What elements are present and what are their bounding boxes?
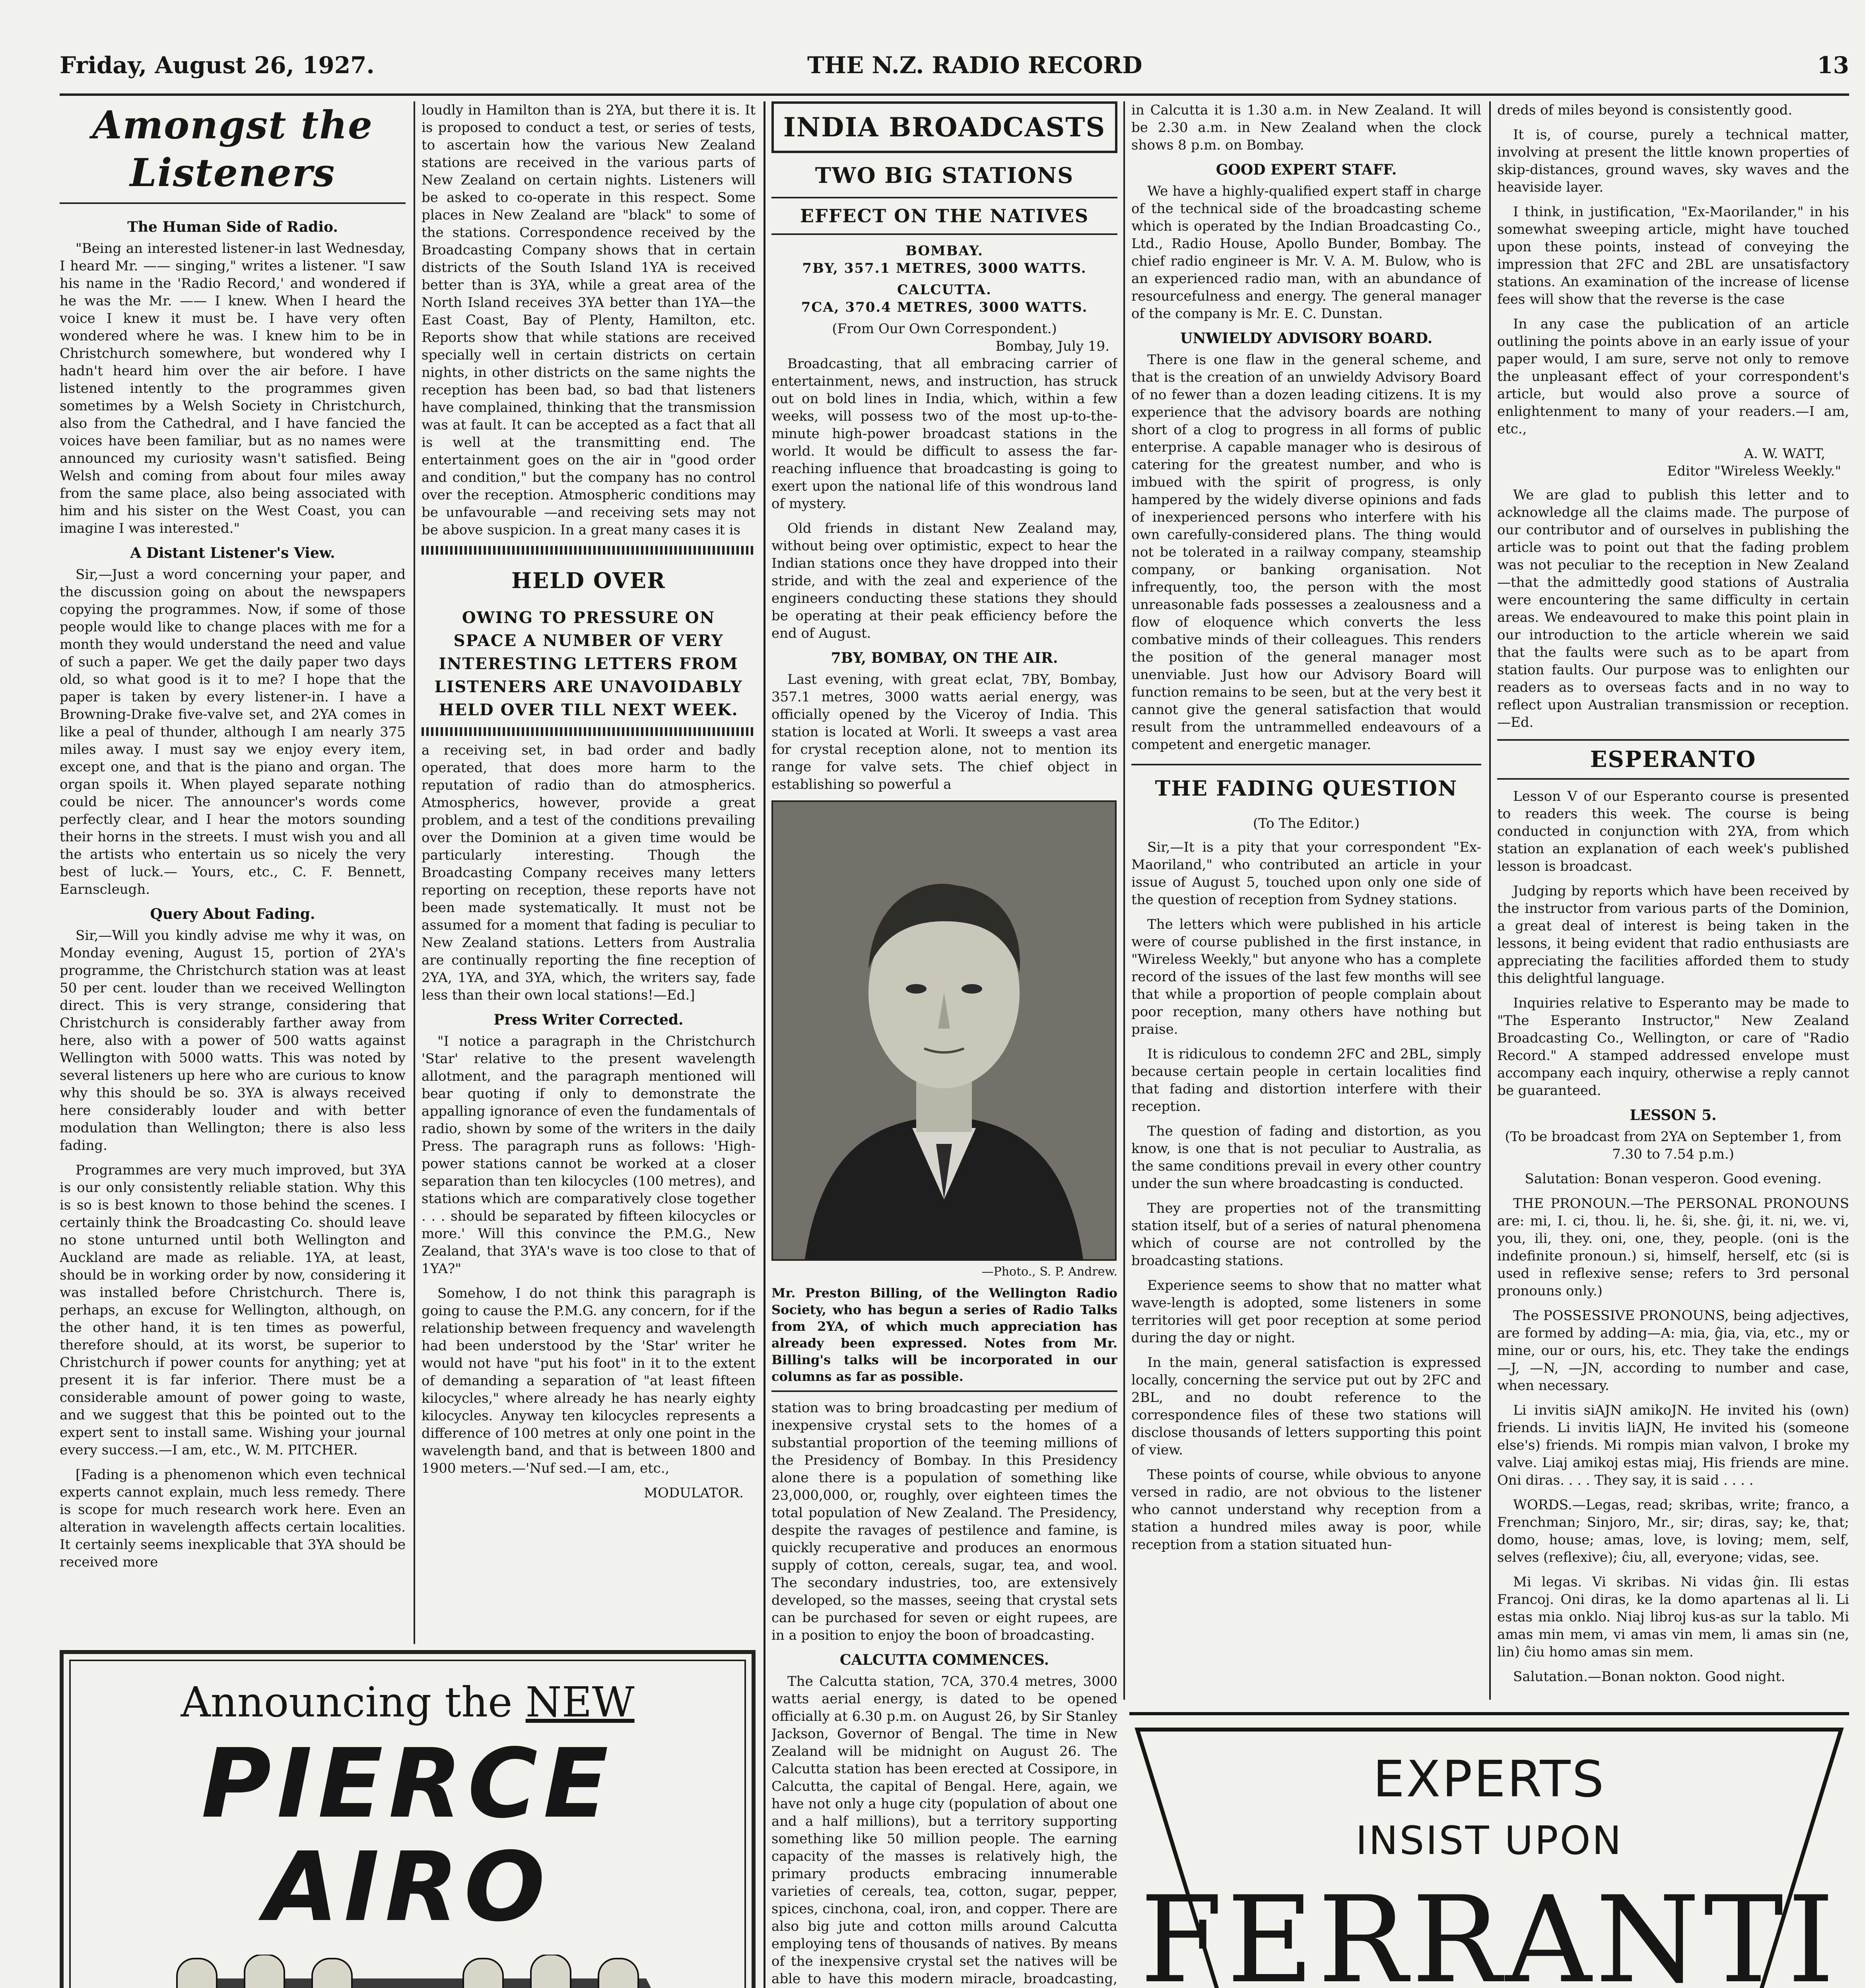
radio-receiver-illustration — [129, 1955, 686, 1988]
letter-body: In the main, general satisfaction is expressed locally, concerning the service put out by 2FC and 2BL, and no doubt reference to the correspondence files of these two stations will disclose thousands of letters supporting this point of view. — [1131, 1355, 1481, 1458]
lesson-text: Mi legas. Vi skribas. Ni vidas ĝin. Ili estas Francoj. Oni diras, ke la domo apartenas al li. Li estas mia onklo. Niaj libroj kus-as sur la tablo. Mi amas min mem, vi amas vin mem, li amas sin (ne, lin) ĉiu homo amas sin mem. — [1497, 1574, 1849, 1660]
held-over-title: HELD OVER — [511, 568, 666, 593]
brand-pierce: PIERCE — [201, 1728, 614, 1839]
ferranti-advertisement — [1129, 1702, 1849, 1988]
masthead-rule — [60, 93, 1849, 96]
section-subhead: 7BY, BOMBAY, ON THE AIR. — [831, 650, 1058, 666]
column-5 — [1497, 101, 1849, 1700]
letter-body: Sir,—Just a word concerning your paper, and the discussion going on about the newspapers copying the programmes. Now, if some of those people would like to change places with me for a month they would understand the need and value of such a paper. We get the daily paper two days old, so what good is it to me? I hope that the paper is taken by every listener-in. I have a Browning-Drake five-valve set, and 2YA comes in like a peal of thunder, although I am nearly 375 miles away. I must say we enjoy every item, except one, and that is the piano and organ. The organ spoils it. When played separate nothing could be nicer. The announcer's words come perfectly clear, and I hear the motors sounding their horns in the streets. I must wish you and all the artists who entertain us so nicely the very best of luck.— Yours, etc., C. F. Bennett, Earnscleugh. — [60, 567, 406, 897]
letter-title: Press Writer Corrected. — [493, 1011, 684, 1028]
column-1 — [60, 101, 406, 1644]
article-paragraph: Inquiries relative to Esperanto may be made to "The Esperanto Instructor," New Zealand Broadcasting Co., Wellington, or care of "Radio Record." A stamped addressed envelope must accompany each inquiry, otherwise a reply cannot be guaranteed. — [1497, 995, 1849, 1099]
letter-title: Query About Fading. — [150, 906, 315, 922]
station-name: BOMBAY. — [905, 243, 983, 259]
article-paragraph: Judging by reports which have been received by the instructor from various parts of the Dominion, a great deal of interest is being taken in the lessons, it being evident that radio enthusiasts are appreciating the facilities afforded them to study this delightful language. — [1497, 883, 1849, 986]
deck-box — [771, 197, 1117, 235]
announce-text: Announcing the — [181, 1678, 513, 1726]
article-paragraph: Lesson V of our Esperanto course is presented to readers this week. The course is being conducted in conjunction with 2YA, from which station an explanation of each week's published lesson is broadcast. — [1497, 788, 1849, 874]
column-divider — [1489, 101, 1491, 1700]
letter-body: It is ridiculous to condemn 2FC and 2BL, simply because certain people in certain localities find that fading and distortion interfere with their reception. — [1131, 1046, 1481, 1114]
letter-body: "I notice a paragraph in the Christchurch 'Star' relative to the present wavelength allotment, and the paragraph mentioned will bear quoting if only to demonstrate the appalling ignorance of even the fundamentals of radio, shown by some of the writers in the daily Press. The paragraph runs as follows: 'High-power stations cannot be worked at a closer separation than ten kilocycles (100 metres), and stations which are comparatively close together . . . should be separated by fifteen kilocycles or more.' Will this convince the P.M.G., New Zealand, that 3YA's wave is too close to that of 1YA?" — [422, 1033, 756, 1277]
masthead — [60, 52, 1849, 95]
correspondent-line: (From Our Own Correspondent.) — [832, 321, 1057, 337]
column-divider — [414, 101, 415, 1644]
lesson-title: LESSON 5. — [1630, 1107, 1717, 1124]
letter-continuation: dreds of miles beyond is consistently good. — [1497, 102, 1793, 118]
lesson-note: (To be broadcast from 2YA on September 1, from 7.30 to 7.54 p.m.) — [1505, 1129, 1842, 1162]
section-subhead: UNWIELDY ADVISORY BOARD. — [1180, 330, 1433, 347]
article-paragraph: There is one flaw in the general scheme, and that is the creation of an unwieldy Advisory Board of no fewer than a dozen leading citizens. It is my experience that the advisory boards are nothing short of a clog to progress in all forms of public enterprise. A capable manager who is desirous of catering for the greatest number, and who is imbued with the spirit of progress, is only hampered by the widely diverse opinions and fads of inexperienced persons who interfere with his own carefully-considered plans. The thing would not be tolerated in a railway company, steamship company, or banking organisation. Not infrequently, too, the person with the most unreasonable fads possesses a zealousness and a flow of eloquence which converts the less combative minds of their colleagues. This renders the position of the general manager most unenviable. Just how our Advisory Board will function remains to be seen, but at the very best it cannot give the general satisfaction that would result from the untrammelled endeavours of a competent and energetic manager. — [1131, 352, 1481, 753]
lesson-text: THE PRONOUN.—The PERSONAL PRONOUNS are: mi, I. ci, thou. li, he. ŝi, she. ĝi, it. ni, we. vi, you, ili, they. oni, one, they, people. (oni is the indefinite pronoun.) si, himself, herself, etc (si is used in reflexive sense; refers to 3rd personal pronouns only.) — [1497, 1196, 1849, 1299]
article-continuation: loudly in Hamilton than is 2YA, but there it is. It is proposed to conduct a test, or series of tests, to ascertain how the various New Zealand stations are received in the various parts of New Zealand on certain nights. Listeners will be asked to co-operate in this respect. Some places in New Zealand are "black" to some of the stations. Correspondence received by the Broadcasting Company shows that in certain districts of the South Island 1YA is received better than is 3YA, while a great area of the North Island receives 3YA better than 1YA—the East Coast, Bay of Plenty, Hamilton, etc. Reports show that while stations are received specially well in certain districts on certain nights, in other districts on the same nights the reception has been bad, so bad that listeners have complained, thinking that the transmission was at fault. It can be accepted as a fact that all is well at the transmitting end. The entertainment goes on the air in "good order and condition," but the company has no control over the reception. Atmospheric conditions may be unfavourable —and receiving sets may not be above suspicion. In a great many cases it is — [422, 102, 756, 538]
ferranti-brand: FERRANTI — [1140, 1871, 1839, 1988]
fading-title: THE FADING QUESTION — [1155, 777, 1458, 801]
letter-body: Experience seems to show that no matter what wave-length is adopted, some listeners in some territories will get poor reception at some period during the day or night. — [1131, 1277, 1481, 1346]
lesson-text: WORDS.—Legas, read; skribas, write; franco, a Frenchman; Sinjoro, Mr., sir; diras, say; ke, that; domo, house; amas, love, is loving; mem, self, selves (reflexive); ĉiu, all, everyone; vidas, see. — [1497, 1497, 1849, 1565]
letter-title: A Distant Listener's View. — [130, 545, 335, 561]
article-paragraph: Broadcasting, that all embracing carrier of entertainment, news, and instruction, has struck out on bold lines in India, which, within a few weeks, will possess two of the most up-to-the-minute high-power broadcast stations in the world. It would be difficult to assess the far-reaching influence that broadcasting is going to exert upon the national life of this wondrous land of mystery. — [771, 356, 1117, 512]
column-3 — [771, 101, 1117, 1988]
decorative-rule — [422, 727, 756, 736]
letter-body: Somehow, I do not think this paragraph is going to cause the P.M.G. any concern, for if the relationship between frequency and wavelength had been understood by the 'Star' writer he would not have "put his foot" in it to the extent of demanding a separation of "at least fifteen kilocycles," where already he has nearly eighty kilocycles. Anyway ten kilocycles represents a difference of 100 metres at only one point in the wavelength band, and that is between 1800 and 1900 meters.—'Nuf sed.—I am, etc., — [422, 1285, 756, 1476]
brand-airo: AIRO — [264, 1831, 551, 1943]
india-headline-box — [771, 101, 1117, 153]
column-2 — [422, 101, 756, 1644]
letter-signoff: MODULATOR. — [644, 1485, 744, 1501]
subheadline: TWO BIG STATIONS — [815, 163, 1074, 188]
letter-body: "Being an interested listener-in last Wednesday, I heard Mr. —— singing," writes a listener. "I saw his name in the 'Radio Record,' and wondered if he was the Mr. —— I knew. When I heard the voice I knew it must be. I have very often wondered where he was. I knew him to be in Christchurch somewhere, but wondered why I hadn't heard him over the air before. I have listened intently to the programmes given sometimes by a Welsh Society in Christchurch, also from the Cathedral, and I have fancied the voices have been familiar, but as no names were announced my curiosity wasn't satisfied. Being Welsh and coming from about four miles away from the same place, also being associated with him and his sister on the West Coast, you can imagine I was interested." — [60, 241, 406, 536]
photo-credit: —Photo., S. P. Andrew. — [981, 1265, 1117, 1279]
letter-body: It is, of course, purely a technical matter, involving at present the little known properties of skip-distances, ground waves, sky waves and the heaviside layer. — [1497, 127, 1849, 195]
lesson-salutation: Salutation: Bonan vesperon. Good evening. — [1525, 1171, 1822, 1187]
announce-new: NEW — [525, 1678, 635, 1726]
photo-caption: Mr. Preston Billing, of the Wellington Radio Society, who has begun a series of Radio Talks from 2YA, of which much appreciation has already been expressed. Notes from Mr. Billing's talks will be incorporated in our columns as far as possible. — [771, 1285, 1117, 1392]
page-number: 13 — [1817, 52, 1849, 79]
portrait-illustration — [773, 802, 1115, 1259]
signature-name: A. W. WATT, — [1744, 446, 1825, 462]
lesson-salutation: Salutation.—Bonan nokton. Good night. — [1513, 1669, 1785, 1685]
letter-body: Sir,—Will you kindly advise me why it was, on Monday evening, August 15, portion of 2YA's programme, the Christchurch station was at least 50 per cent. louder than we received Wellington direct. This is very strange, considering that Christchurch is considerably farther away from here, also with a power of 500 watts against Wellington with 5000 watts. This was noted by several listeners up here who are curious to know why this should be so. 3YA is always received here considerably louder and with better modulation than Wellington; there is also less fading. — [60, 928, 406, 1153]
article-paragraph: The Calcutta station, 7CA, 370.4 metres, 3000 watts aerial energy, is dated to be opened officially at 6.30 p.m. on August 26, by Sir Stanley Jackson, Governor of Bengal. The time in New Zealand will be midnight on August 26. The Calcutta station has been erected at Cossipore, in Calcutta, the capital of Bengal. Here, again, we have not only a huge city (population of about one and a half millions), but a territory supporting something like 50 million people. The earning capacity of the masses is relatively high, the primary products embracing innumerable varieties of cereals, tea, cotton, sugar, pepper, spices, cinchona, coal, iron, and copper. There are also big jute and cotton mills around Calcutta employing tens of thousands of natives. By means of the inexpensive crystal set the natives will be able to have this modern miracle, broadcasting, — [771, 1673, 1117, 1987]
column-divider — [763, 101, 765, 1988]
column-4 — [1131, 101, 1481, 1700]
esperanto-title: ESPERANTO — [1590, 746, 1756, 773]
letter-body: These points of course, while obvious to anyone versed in radio, are not obvious to the listener who cannot understand why reception from a station a hundred miles away is poor, while reception from a station situated hun- — [1131, 1467, 1481, 1553]
letter-body: The question of fading and distortion, as you know, is one that is not peculiar to Australia, as the same conditions prevail in every other country under the sun where broadcasting is conducted. — [1131, 1123, 1481, 1192]
article-continuation: in Calcutta it is 1.30 a.m. in New Zealand. It will be 2.30 a.m. in New Zealand when the clock shows 8 p.m. on Bombay. — [1131, 102, 1481, 153]
station-name: CALCUTTA. — [897, 282, 992, 298]
lesson-text: The POSSESSIVE PRONOUNS, being adjectives, are formed by adding—A: mia, ĝia, via, etc., my or mine, our or ours, his, etc. They take the endings —J, —N, —JN, according to number and case, when necessary. — [1497, 1308, 1849, 1394]
letter-body: They are properties not of the transmitting station itself, but of a series of natural phenomena which of course are not controlled by the broadcasting stations. — [1131, 1200, 1481, 1269]
portrait-photo — [771, 800, 1117, 1261]
dateline: Bombay, July 19. — [995, 338, 1109, 354]
letter-body: Sir,—It is a pity that your correspondent "Ex-Maoriland," who contributed an article in your issue of August 5, touched upon only one side of the question of reception from Sydney stations. — [1131, 839, 1481, 908]
headline: INDIA BROADCASTS — [783, 112, 1106, 143]
section-subhead: GOOD EXPERT STAFF. — [1216, 161, 1397, 178]
station-spec: 7CA, 370.4 METRES, 3000 WATTS. — [801, 299, 1088, 315]
article-paragraph: Last evening, with great eclat, 7BY, Bombay, 357.1 metres, 3000 watts aerial energy, was officially opened by the Viceroy of India. This station is located at Worli. It sweeps a vast area for crystal reception alone, not to mention its range for valve sets. The chief object in establishing so powerful a — [771, 672, 1117, 792]
article-paragraph: station was to bring broadcasting per medium of inexpensive crystal sets to the homes of a substantial proportion of the teeming millions of the Presidency of Bombay. In this Presidency alone there is a population of something like 23,000,000, or, roughly, over eighteen times the total population of New Zealand. The Presidency, despite the ravages of pestilence and famine, is quickly recuperative and produces an enormous supply of cotton, cereals, sugar, tea, and wool. The secondary industries, too, are extensively developed, so the masses, seeing that crystal sets can be purchased for seven or eight rupees, are in a position to enjoy the boon of broadcasting. — [771, 1400, 1117, 1643]
editor-note: [Fading is a phenomenon which even technical experts cannot explain, much less remedy. There is scope for much research work here. Even an alteration in wavelength affects certain localities. It certainly seems inexplicable that 3YA should be received more — [60, 1467, 406, 1570]
insist-line: INSIST UPON — [1356, 1818, 1623, 1864]
issue-date: Friday, August 26, 1927. — [60, 52, 375, 79]
experts-line: EXPERTS — [1373, 1750, 1606, 1808]
letter-body: In any case the publication of an article outlining the points above in an early issue of your paper would, I am sure, serve not only to remove the unpleasant effect of your correspondent's article, but would also prove a source of enlightenment to many of your readers.—I am, etc., — [1497, 316, 1849, 437]
editor-note: We are glad to publish this letter and to acknowledge all the claims made. The purpose of our contributor and of ourselves in publishing the article was to point out that the fading problem was not peculiar to the reception in New Zealand—that the admittedly good stations of Australia were encountering the same difficulty in certain areas. We endeavoured to make this point plain in our introduction to the article wherein we said that the faults were such as to be apart from station faults. Our purpose was to enlighten our readers as to overseas facts and in no way to reflect upon Australian transmission or reception.—Ed. — [1497, 487, 1849, 730]
letter-body: I think, in justification, "Ex-Maorilander," in his somewhat sweeping article, might have touched upon these points, instead of conveying the impression that 2FC and 2BL are unsatisfactory stations. An examination of the increase of license fees will show that the reverse is the case — [1497, 204, 1849, 307]
letter-title: The Human Side of Radio. — [127, 219, 338, 235]
publication-title: THE N.Z. RADIO RECORD — [807, 52, 1142, 79]
pierce-airo-advertisement — [60, 1650, 756, 1988]
deck-headline: EFFECT ON THE NATIVES — [800, 205, 1089, 227]
to-editor: (To The Editor.) — [1253, 815, 1360, 831]
station-spec: 7BY, 357.1 METRES, 3000 WATTS. — [802, 260, 1087, 276]
article-paragraph: We have a highly-qualified expert staff in charge of the technical side of the broadcasting scheme which is operated by the Indian Broadcasting Co., Ltd., Radio House, Apollo Bunder, Bombay. The chief radio engineer is Mr. V. A. M. Bulow, who is an experienced radio man, with an abundance of resourcefulness and energy. The general manager of the company is Mr. E. C. Dunstan. — [1131, 183, 1481, 322]
section-heading: Amongst the Listeners — [60, 101, 406, 204]
signature-title: Editor "Wireless Weekly." — [1667, 463, 1841, 479]
article-continuation: a receiving set, in bad order and badly operated, that does more harm to the reputation of radio than do atmospherics. Atmospherics, however, provide a great problem, and a test of the conditions prevailing over the Dominion at a given time would be particularly interesting. Though the Broadcasting Company receives many letters reporting on reception, these reports have not been made systematically. It must not be assumed for a moment that fading is peculiar to New Zealand stations. Letters from Australia are continually reporting the fine reception of 2YA, 1YA, and 3YA, which, the writers say, fade less than their own local stations!—Ed.] — [422, 742, 756, 1003]
letter-body: Programmes are very much improved, but 3YA is our only consistently reliable station. Why this is so is best known to those behind the scenes. I certainly think the Broadcasting Co. should leave no stone unturned until both Wellington and Auckland are made as reliable. 1YA, at least, should be in working order by now, considering it was installed before Christchurch. There is, perhaps, an excuse for Wellington, although, on the other hand, it is ten times as powerful, therefore should, at its worst, be superior to Christchurch if power counts for anything; yet at present it is far inferior. There must be a considerable amount of power going to waste, and we suggest that this be pointed out to the expert sent to install same. Wishing your journal every success.—I am, etc., W. M. PITCHER. — [60, 1162, 406, 1458]
held-over-notice: OWING TO PRESSURE ON SPACE A NUMBER OF VERY INTERESTING LETTERS FROM LISTENERS ARE UNAVOIDABLY HELD OVER TILL NEXT WEEK. — [434, 608, 743, 719]
decorative-rule — [422, 546, 756, 555]
section-subhead: CALCUTTA COMMENCES. — [839, 1652, 1049, 1668]
announce-line — [84, 1676, 732, 1728]
column-divider — [1123, 101, 1125, 1700]
lesson-text: Li invitis siAJN amikoJN. He invited his (own) friends. Li invitis liAJN, He invited his (someone else's) friends. Mi rompis mian valvon, I broke my valve. Liaj amikoj estas miaj, His friends are mine. Oni diras. . . . They say, it is said . . . . — [1497, 1402, 1849, 1488]
letter-body: The letters which were published in his article were of course published in the first instance, in "Wireless Weekly," but anyone who has a complete record of the issues of the last few months will see that while a proportion of people complain about poor reception, many others have nothing but praise. — [1131, 916, 1481, 1037]
article-paragraph: Old friends in distant New Zealand may, without being over optimistic, expect to hear the Indian stations once they have dropped into their stride, and with the zeal and experience of the engineers conducting these stations they should be operating at their peak efficiency before the end of August. — [771, 520, 1117, 641]
